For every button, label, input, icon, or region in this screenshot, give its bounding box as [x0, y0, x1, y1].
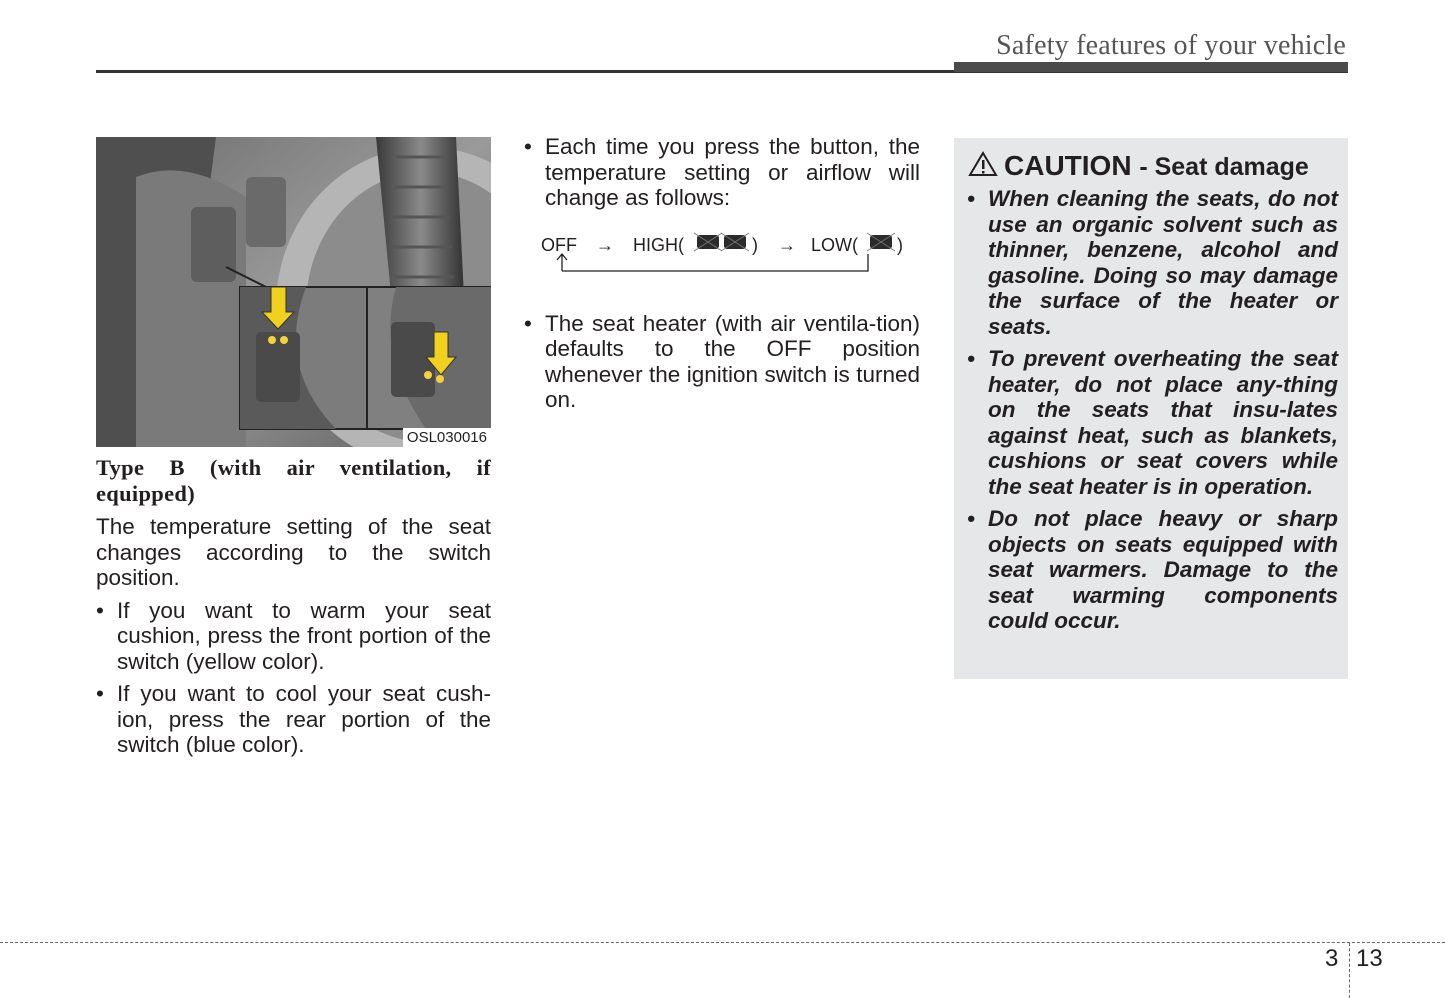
seat-switch-photo [96, 137, 491, 447]
list-item: • The seat heater (with air ventila-tion) defaults to the OFF position whenever the ignition switch is turned on. [524, 311, 920, 413]
intro-paragraph: The temperature setting of the seat changes according to the switch position. [96, 514, 491, 590]
page-number: 13 [1356, 945, 1383, 972]
seq-low: LOW( [811, 234, 858, 255]
caution-box [954, 138, 1348, 679]
list-item: • If you want to warm your seat cushion, press the front portion of the switch (yellow color). [96, 598, 491, 675]
setting-sequence [524, 219, 920, 315]
section-subheading: Type B (with air ventilation, if equipped) [96, 455, 491, 506]
seq-high: HIGH( [633, 234, 684, 255]
header-title: Safety features of your vehicle [996, 30, 1346, 61]
header-bar [954, 62, 1348, 72]
caution-item: • To prevent overheating the seat heater, do not place any-thing on the seats that insu-lates against heat, such as blankets, cushions or seat covers while the seat heater is in operation. [967, 346, 1338, 499]
seq-high-close: ) [752, 234, 758, 255]
footer-rule [0, 942, 1445, 943]
seq-arrow: → [596, 234, 614, 255]
figure-code: OSL030016 [403, 428, 491, 447]
seq-low-close: ) [897, 234, 903, 255]
list-item: • Each time you press the button, the temperature setting or airflow will change as follows: [524, 134, 920, 211]
caution-title [968, 150, 1309, 182]
caution-subtitle: - Seat damage [1139, 153, 1309, 181]
ventilation-level-icon [694, 233, 749, 251]
middle-column [524, 134, 920, 413]
page-divider [1349, 943, 1350, 998]
caution-body [967, 186, 1338, 641]
caution-label: CAUTION [1004, 150, 1132, 181]
list-item: • If you want to cool your seat cush-ion, press the rear portion of the switch (blue color). [96, 681, 491, 758]
seq-off: OFF [541, 234, 577, 255]
left-column [96, 455, 491, 758]
chapter-number: 3 [1325, 945, 1339, 972]
ventilation-level-icon [867, 233, 895, 251]
caution-item: • When cleaning the seats, do not use an organic solvent such as thinner, benzene, alcohol and gasoline. Doing so may damage the surface of the heater or seats. [967, 186, 1338, 339]
caution-item: • Do not place heavy or sharp objects on seats equipped with seat warmers. Damage to the seat warming components could occur. [967, 506, 1338, 634]
seq-arrow: → [778, 234, 796, 255]
warning-icon [968, 151, 998, 177]
